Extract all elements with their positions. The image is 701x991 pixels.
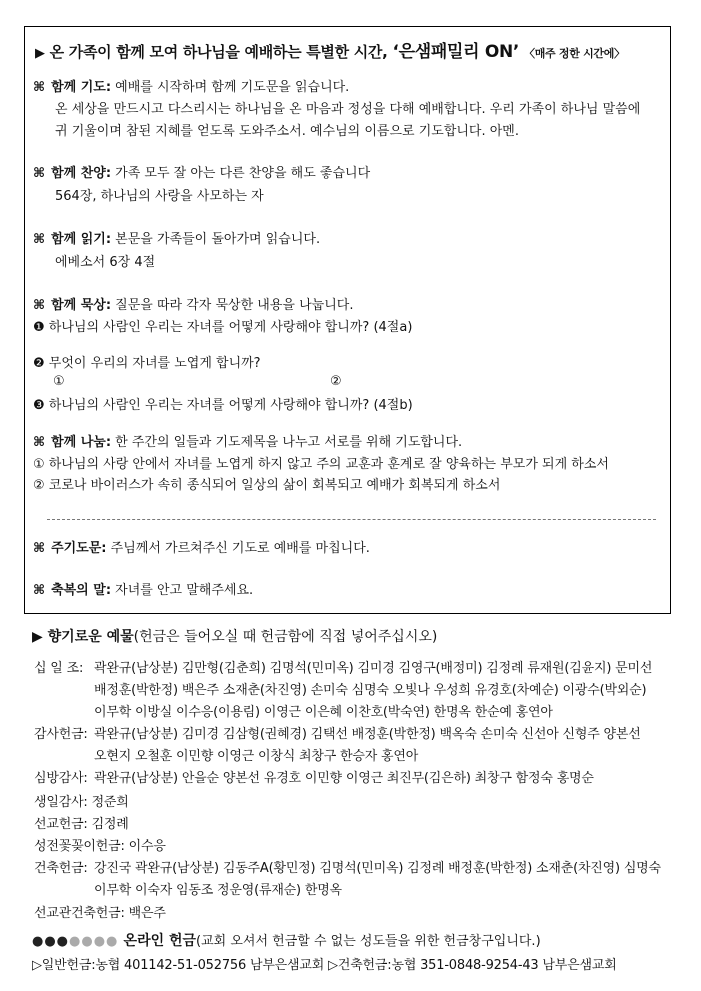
offering-title: 향기로운 예물 <box>47 629 134 645</box>
offering-row-label: 십 일 조: <box>34 661 84 676</box>
offering-heading <box>32 626 437 646</box>
triangle-icon: ▶ <box>35 46 45 61</box>
command-icon: ⌘ <box>33 435 46 450</box>
offering-row-label: 건축헌금: <box>34 861 88 876</box>
reading-detail: 에베소서 6장 4절 <box>55 255 156 270</box>
prayer-text: 예배를 시작하며 함께 기도문을 읽습니다. <box>115 80 350 95</box>
dots-filled-icon: ●●● <box>32 934 70 949</box>
offering-row-line: 곽완규(남상분) 안을순 양본선 유경호 이민향 이영근 최진무(김은하) 최창구 함정숙 홍명순 <box>94 771 594 786</box>
meditation-label: 함께 묵상: <box>51 298 112 313</box>
reading-text: 본문을 가족들이 돌아가며 읽습니다. <box>115 232 321 247</box>
meditation-question-2: ❷ 무엇이 우리의 자녀를 노엽게 합니까? <box>33 356 261 371</box>
command-icon: ⌘ <box>33 583 46 598</box>
blessing-text: 자녀를 안고 말해주세요. <box>115 583 254 598</box>
offering-row-label <box>34 835 166 854</box>
lords-prayer-label: 주기도문: <box>51 541 107 556</box>
online-offering-note: (교회 오셔서 헌금할 수 없는 성도들을 위한 헌금창구입니다.) <box>196 934 541 949</box>
sharing-item-2: ② 코로나 바이러스가 속히 종식되어 일상의 삶이 회복되고 예배가 회복되게 하소서 <box>33 478 501 493</box>
offering-row-line: 곽완규(남상분) 김미경 김삼형(권혜경) 김택선 배정훈(박한정) 백옥숙 손미숙 신선아 신형주 양본선 <box>94 727 641 742</box>
dots-empty-icon: ●●●● <box>69 934 119 949</box>
offering-row-line: 정준희 <box>91 795 129 810</box>
praise-label: 함께 찬양: <box>51 166 112 181</box>
sharing-item-1: ① 하나님의 사랑 안에서 자녀를 노엽게 하지 않고 주의 교훈과 훈계로 잘 양육하는 부모가 되게 하소서 <box>33 457 609 472</box>
blessing-label: 축복의 말: <box>51 583 112 598</box>
meditation-blank-2: ② <box>330 374 342 389</box>
offering-row-label-text: 생일감사: <box>34 795 88 810</box>
sharing-label: 함께 나눔: <box>51 435 112 450</box>
offering-row-line: 강진국 곽완규(남상분) 김동주A(황민정) 김명석(민미옥) 김정례 배정훈(박한정) 소재춘(차진영) 심명숙 <box>94 861 661 876</box>
prayer-heading <box>33 76 349 95</box>
meditation-question-1: ❶ 하나님의 사람인 우리는 자녀를 어떻게 사랑해야 합니까? (4절a) <box>33 320 413 335</box>
offering-row-line: 곽완규(남상분) 김만형(김춘희) 김명석(민미옥) 김미경 김영구(배정미) 김정례 류재원(김윤지) 문미선 <box>94 661 653 676</box>
praise-heading <box>33 162 370 181</box>
offering-row-label <box>34 813 129 832</box>
meditation-heading <box>33 294 353 313</box>
blessing-heading <box>33 579 253 598</box>
offering-row-label-text: 성전꽃꽂이헌금: <box>34 839 125 854</box>
worship-title-brand: ‘은샘패밀리 ON’ <box>392 42 520 62</box>
command-icon: ⌘ <box>33 232 46 247</box>
worship-title <box>35 37 625 62</box>
meditation-text: 질문을 따라 각자 묵상한 내용을 나눕니다. <box>115 298 354 313</box>
worship-title-prefix: 온 가족이 함께 모여 하나님을 예배하는 특별한 시간, <box>49 43 388 61</box>
offering-row-label-text: 선교헌금: <box>34 817 88 832</box>
prayer-label: 함께 기도: <box>51 80 112 95</box>
offering-row-line: 이무학 이숙자 임동조 정운영(류재순) 한명옥 <box>94 883 342 898</box>
command-icon: ⌘ <box>33 166 46 181</box>
reading-heading <box>33 228 320 247</box>
offering-row-label-text: 선교관건축헌금: <box>34 906 125 921</box>
offering-row-line: 백은주 <box>128 906 166 921</box>
lords-prayer-heading <box>33 537 370 556</box>
offering-row-label: 심방감사: <box>34 771 88 786</box>
offering-row-line: 배정훈(박한정) 백은주 소재춘(차진영) 손미숙 심명숙 오빛나 우성희 유경호(차예순) 이광수(박외순) <box>94 683 647 698</box>
online-offering-heading <box>32 930 541 950</box>
worship-title-note: 〈매주 정한 시간에〉 <box>524 47 625 60</box>
dotted-divider <box>47 519 656 520</box>
offering-row-line: 오현지 오철훈 이민향 이영근 이창식 최창구 한승자 홍연아 <box>94 749 419 764</box>
sharing-heading <box>33 431 462 450</box>
online-offering-title: 온라인 헌금 <box>123 933 197 949</box>
praise-text: 가족 모두 잘 아는 다른 찬양을 해도 좋습니다 <box>115 166 371 181</box>
offering-row-line: 김정례 <box>91 817 129 832</box>
command-icon: ⌘ <box>33 298 46 313</box>
family-worship-box <box>24 26 671 614</box>
triangle-icon: ▶ <box>32 629 48 645</box>
online-accounts: ▷일반헌금:농협 401142-51-052756 남부은샘교회 ▷건축헌금:농협 351-0848-9254-43 남부은샘교회 <box>32 958 617 973</box>
prayer-line-1: 온 세상을 만드시고 다스리시는 하나님을 온 마음과 정성을 다해 예배합니다. 우리 가족이 하나님 말씀에 <box>55 102 641 117</box>
meditation-blank-1: ① <box>53 374 65 389</box>
offering-row-line: 이무학 이방실 이수응(이용림) 이영근 이은혜 이찬호(박숙연) 한명옥 한순예 홍연아 <box>94 705 553 720</box>
command-icon: ⌘ <box>33 80 46 95</box>
prayer-line-2: 귀 기울이며 참된 지혜를 얻도록 도와주소서. 예수님의 이름으로 기도합니다. 아멘. <box>55 124 520 139</box>
lords-prayer-text: 주님께서 가르쳐주신 기도로 예배를 마칩니다. <box>110 541 370 556</box>
offering-row-label <box>34 902 166 921</box>
offering-row-label <box>34 791 129 810</box>
offering-note: (헌금은 들어오실 때 헌금함에 직접 넣어주십시오) <box>133 629 438 645</box>
sharing-text: 한 주간의 일들과 기도제목을 나누고 서로를 위해 기도합니다. <box>115 435 463 450</box>
meditation-question-3: ❸ 하나님의 사람인 우리는 자녀를 어떻게 사랑해야 합니까? (4절b) <box>33 398 413 413</box>
offering-row-line: 이수응 <box>128 839 166 854</box>
offering-row-label: 감사헌금: <box>34 727 88 742</box>
command-icon: ⌘ <box>33 541 46 556</box>
praise-detail: 564장, 하나님의 사랑을 사모하는 자 <box>55 189 264 204</box>
reading-label: 함께 읽기: <box>51 232 112 247</box>
